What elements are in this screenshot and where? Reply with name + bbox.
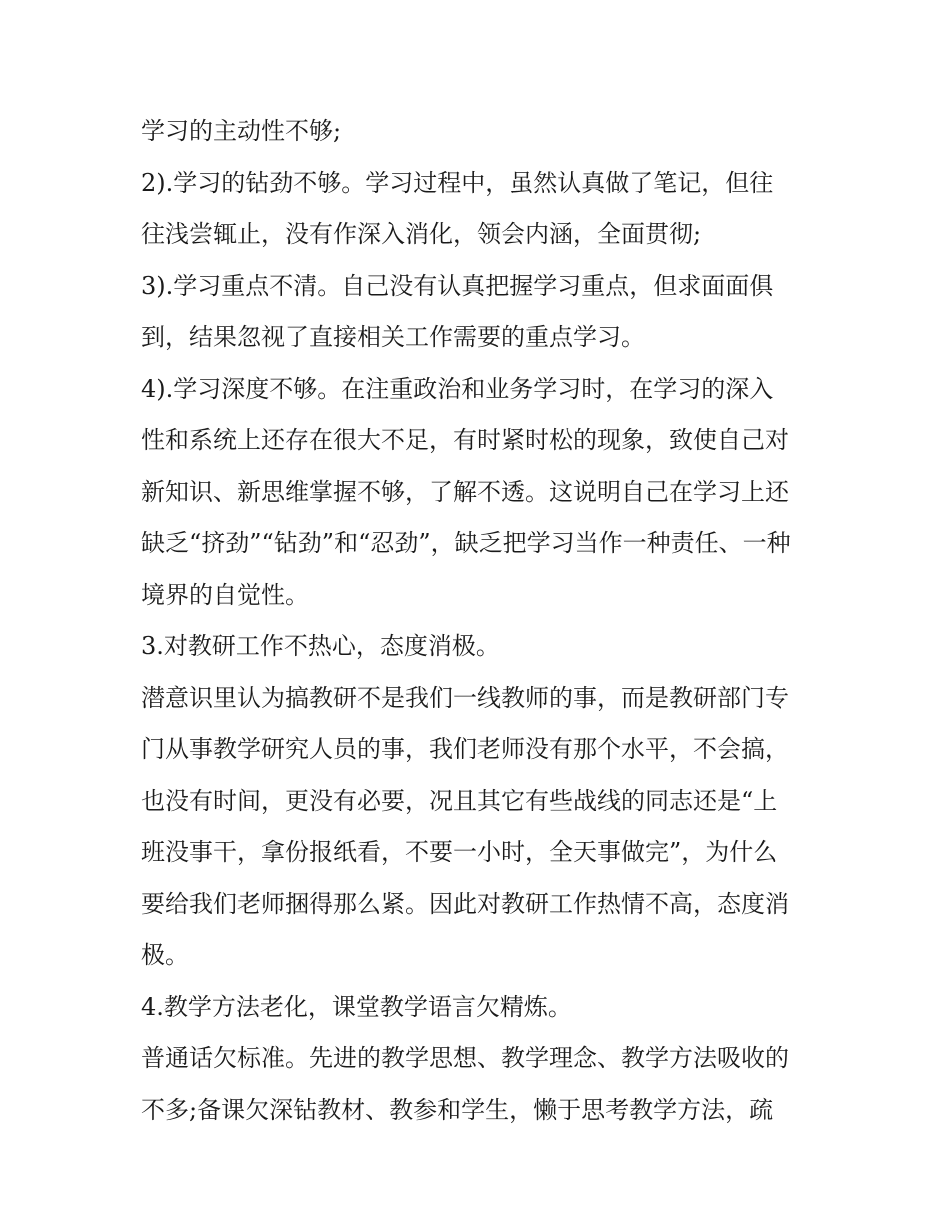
text-line: 不多;备课欠深钻教材、教参和学生，懒于思考教学方法，疏 [141, 1095, 774, 1124]
text-line: 4).学习深度不够。在注重政治和业务学习时，在学习的深入 [141, 374, 774, 403]
text-line: 也没有时间，更没有必要，况且其它有些战线的同志还是“上 [141, 786, 778, 815]
text-line: 极。 [141, 941, 189, 969]
text-line: 2).学习的钻劲不够。学习过程中，虽然认真做了笔记，但往 [141, 168, 774, 197]
text-line: 3).学习重点不清。自己没有认真把握学习重点，但求面面俱 [141, 271, 774, 300]
text-line: 缺乏“挤劲”“钻劲”和“忍劲”，缺乏把学习当作一种责任、一种 [141, 529, 791, 557]
text-line: 学习的主动性不够; [141, 117, 342, 145]
text-line: 要给我们老师捆得那么紧。因此对教研工作热情不高，态度消 [141, 889, 789, 918]
text-line: 往浅尝辄止，没有作深入消化，领会内涵，全面贯彻; [141, 220, 702, 248]
document-body [141, 106, 821, 1136]
text-line: 境界的自觉性。 [141, 580, 309, 609]
text-line: 新知识、新思维掌握不够，了解不透。这说明自己在学习上还 [141, 477, 789, 506]
section-heading: 4.教学方法老化，课堂教学语言欠精炼。 [141, 992, 572, 1021]
text-line: 到，结果忽视了直接相关工作需要的重点学习。 [141, 323, 645, 351]
section-heading: 3.对教研工作不热心，态度消极。 [141, 632, 500, 660]
text-line: 门从事教学研究人员的事，我们老师没有那个水平，不会搞， [141, 735, 789, 763]
text-line: 普通话欠标准。先进的教学思想、教学理念、教学方法吸收的 [141, 1044, 789, 1072]
text-line: 性和系统上还存在很大不足，有时紧时松的现象，致使自己对 [141, 426, 789, 454]
text-line: 班没事干，拿份报纸看，不要一小时，全天事做完”，为什么 [141, 838, 778, 866]
text-line: 潜意识里认为搞教研不是我们一线教师的事，而是教研部门专 [141, 683, 789, 712]
